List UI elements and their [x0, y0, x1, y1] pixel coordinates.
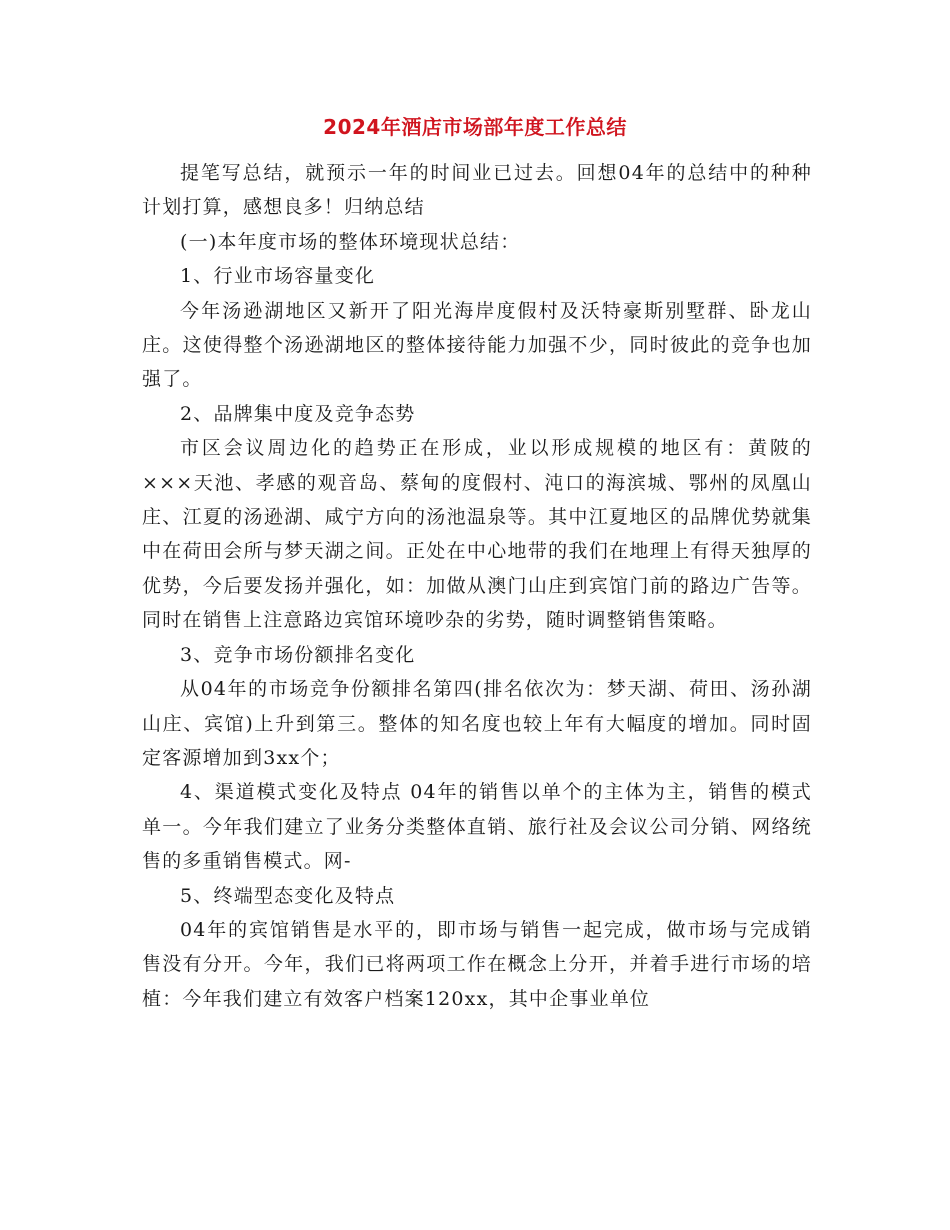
- paragraph-market-capacity: 今年汤逊湖地区又新开了阳光海岸度假村及沃特豪斯别墅群、卧龙山庄。这使得整个汤逊湖地区的整体接待能力加强不少，同时彼此的竞争也加强了。: [142, 299, 812, 391]
- subheading-market-capacity: 1、行业市场容量变化: [180, 265, 376, 288]
- paragraph-intro: 提笔写总结，就预示一年的时间业已过去。回想04年的总结中的种种计划打算，感想良多！归纳总结: [142, 162, 812, 219]
- subheading-brand-concentration: 2、品牌集中度及竞争态势: [180, 402, 416, 425]
- paragraph-brand-concentration: 市区会议周边化的趋势正在形成，业以形成规模的地区有：黄陂的×××天池、孝感的观音岛、蔡甸的度假村、沌口的海滨城、鄂州的凤凰山庄、江夏的汤逊湖、咸宁方向的汤池温泉等。其中江夏地区的品牌优势就集中在荷田会所与梦天湖之间。正处在中心地带的我们在地理上有得天独厚的优势，今后要发扬并强化，如：加做从澳门山庄到宾馆门前的路边广告等。同时在销售上注意路边宾馆环境吵杂的劣势，随时调整销售策略。: [142, 437, 812, 632]
- section-heading-environment: (一)本年度市场的整体环境现状总结：: [180, 230, 521, 253]
- subheading-terminal-form: 5、终端型态变化及特点: [180, 884, 396, 907]
- subheading-market-share: 3、竞争市场份额排名变化: [180, 643, 416, 666]
- document-title: 2024年酒店市场部年度工作总结: [323, 115, 627, 139]
- paragraph-market-share: 从04年的市场竞争份额排名第四(排名依次为：梦天湖、荷田、汤孙湖山庄、宾馆)上升到第三。整体的知名度也较上年有大幅度的增加。同时固定客源增加到3xx个；: [142, 678, 812, 769]
- paragraph-channel-model: 4、渠道模式变化及特点 04年的销售以单个的主体为主，销售的模式单一。今年我们建立了业务分类整体直销、旅行社及会议公司分销、网络统售的多重销售模式。网-: [142, 781, 812, 873]
- paragraph-terminal-form: 04年的宾馆销售是水平的，即市场与销售一起完成，做市场与完成销售没有分开。今年，我们已将两项工作在概念上分开，并着手进行市场的培植：今年我们建立有效客户档案120xx，其中企事业单位: [142, 918, 812, 1010]
- document-body: [142, 156, 812, 1016]
